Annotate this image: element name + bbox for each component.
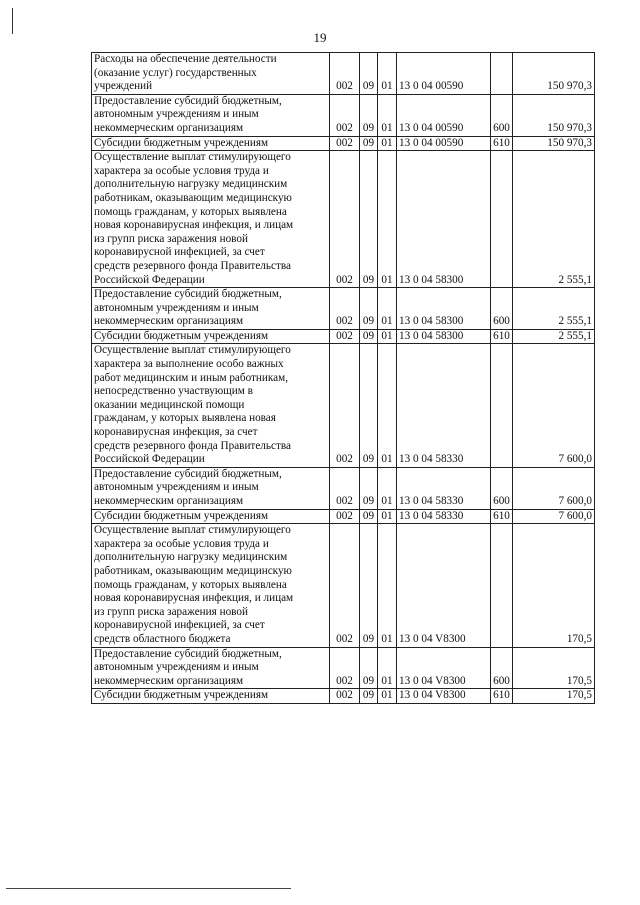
amount-cell: 7 600,0 (513, 509, 595, 524)
subsection-code-cell: 01 (378, 136, 397, 151)
description-line: Предоставление субсидий бюджетным, (94, 94, 282, 107)
admin-code-cell: 002 (330, 689, 360, 704)
expense-description (92, 136, 330, 151)
section-code-cell: 09 (360, 524, 378, 647)
admin-code-cell: 002 (330, 647, 360, 689)
description-line: некоммерческим организациям (94, 674, 244, 687)
table-row (92, 94, 595, 136)
table-row (92, 524, 595, 647)
table-row (92, 647, 595, 689)
description-line: характера за выполнение особо важных (94, 358, 284, 371)
expense-type-cell: 600 (491, 288, 513, 330)
description-line: коронавирусной инфекцией, за счет (94, 619, 265, 632)
description-line: дополнительную нагрузку медицинским (94, 178, 288, 191)
description-line: работникам, оказывающим медицинскую (94, 191, 292, 204)
target-article-cell: 13 0 04 58300 (397, 151, 491, 288)
expense-description (92, 509, 330, 524)
expense-description (92, 467, 330, 509)
table-row (92, 509, 595, 524)
table-row (92, 151, 595, 288)
table-body (92, 53, 595, 704)
description-line: некоммерческим организациям (94, 315, 244, 328)
table-row (92, 329, 595, 344)
expense-type-cell: 600 (491, 94, 513, 136)
description-line: новая коронавирусная инфекция, и лицам (94, 592, 294, 605)
description-line: характера за особые условия труда и (94, 537, 269, 550)
expense-description (92, 647, 330, 689)
amount-cell: 2 555,1 (513, 288, 595, 330)
target-article-cell: 13 0 04 V8300 (397, 689, 491, 704)
target-article-cell: 13 0 04 58330 (397, 509, 491, 524)
description-line: Субсидии бюджетным учреждениям (94, 689, 269, 702)
subsection-code-cell: 01 (378, 509, 397, 524)
section-code-cell: 09 (360, 509, 378, 524)
amount-cell: 2 555,1 (513, 329, 595, 344)
description-line: Субсидии бюджетным учреждениям (94, 136, 269, 149)
description-line: помощь гражданам, у которых выявлена (94, 205, 287, 218)
description-line: Предоставление субсидий бюджетным, (94, 288, 282, 301)
subsection-code-cell: 01 (378, 53, 397, 95)
expense-type-cell (491, 151, 513, 288)
section-code-cell: 09 (360, 288, 378, 330)
target-article-cell: 13 0 04 58330 (397, 467, 491, 509)
description-line: автономным учреждениям и иным (94, 301, 259, 314)
description-line: автономным учреждениям и иным (94, 481, 259, 494)
description-line: новая коронавирусная инфекция, и лицам (94, 219, 294, 232)
page-number: 19 (313, 30, 327, 45)
expense-type-cell: 610 (491, 329, 513, 344)
description-line: дополнительную нагрузку медицинским (94, 551, 288, 564)
bottom-rule (6, 888, 291, 889)
section-code-cell: 09 (360, 151, 378, 288)
description-line: помощь гражданам, у которых выявлена (94, 578, 287, 591)
target-article-cell: 13 0 04 00590 (397, 53, 491, 95)
expense-description (92, 329, 330, 344)
description-line: непосредственно участвующим в (94, 385, 253, 398)
table-row (92, 344, 595, 467)
description-line: Российской Федерации (94, 273, 205, 286)
amount-cell: 7 600,0 (513, 344, 595, 467)
description-line: коронавирусная инфекция, за счет (94, 426, 258, 439)
description-line: автономным учреждениям и иным (94, 108, 259, 121)
expense-description (92, 94, 330, 136)
description-line: учреждений (94, 80, 153, 93)
subsection-code-cell: 01 (378, 689, 397, 704)
subsection-code-cell: 01 (378, 344, 397, 467)
expense-description (92, 689, 330, 704)
description-line: средств резервного фонда Правительства (94, 439, 291, 452)
subsection-code-cell: 01 (378, 524, 397, 647)
description-line: работникам, оказывающим медицинскую (94, 564, 292, 577)
amount-cell: 150 970,3 (513, 53, 595, 95)
subsection-code-cell: 01 (378, 647, 397, 689)
expense-description (92, 151, 330, 288)
amount-cell: 170,5 (513, 689, 595, 704)
section-code-cell: 09 (360, 344, 378, 467)
target-article-cell: 13 0 04 00590 (397, 94, 491, 136)
expense-description (92, 288, 330, 330)
expense-type-cell (491, 53, 513, 95)
admin-code-cell: 002 (330, 288, 360, 330)
description-line: Осуществление выплат стимулирующего (94, 151, 291, 164)
table-row (92, 467, 595, 509)
admin-code-cell: 002 (330, 467, 360, 509)
amount-cell: 170,5 (513, 524, 595, 647)
expense-type-cell: 610 (491, 136, 513, 151)
section-code-cell: 09 (360, 136, 378, 151)
target-article-cell: 13 0 04 V8300 (397, 524, 491, 647)
description-line: Расходы на обеспечение деятельности (94, 53, 277, 65)
admin-code-cell: 002 (330, 136, 360, 151)
description-line: средств резервного фонда Правительства (94, 259, 291, 272)
description-line: гражданам, у которых выявлена новая (94, 412, 276, 425)
amount-cell: 150 970,3 (513, 136, 595, 151)
admin-code-cell: 002 (330, 94, 360, 136)
table-row (92, 689, 595, 704)
admin-code-cell: 002 (330, 53, 360, 95)
section-code-cell: 09 (360, 94, 378, 136)
section-code-cell: 09 (360, 467, 378, 509)
target-article-cell: 13 0 04 00590 (397, 136, 491, 151)
description-line: Субсидии бюджетным учреждениям (94, 509, 269, 522)
subsection-code-cell: 01 (378, 329, 397, 344)
amount-cell: 7 600,0 (513, 467, 595, 509)
section-code-cell: 09 (360, 647, 378, 689)
table-row (92, 53, 595, 95)
description-line: автономным учреждениям и иным (94, 661, 259, 674)
expense-description (92, 53, 330, 95)
expense-type-cell: 610 (491, 509, 513, 524)
description-line: оказании медицинской помощи (94, 398, 245, 411)
section-code-cell: 09 (360, 329, 378, 344)
admin-code-cell: 002 (330, 151, 360, 288)
table-row (92, 136, 595, 151)
subsection-code-cell: 01 (378, 151, 397, 288)
description-line: из групп риска заражения новой (94, 232, 248, 245)
description-line: (оказание услуг) государственных (94, 66, 257, 79)
description-line: характера за особые условия труда и (94, 164, 269, 177)
expense-type-cell (491, 524, 513, 647)
expense-type-cell: 600 (491, 647, 513, 689)
description-line: работ медицинским и иным работникам, (94, 371, 289, 384)
expense-description (92, 344, 330, 467)
expense-type-cell: 610 (491, 689, 513, 704)
admin-code-cell: 002 (330, 509, 360, 524)
table-row (92, 288, 595, 330)
admin-code-cell: 002 (330, 344, 360, 467)
expense-type-cell (491, 344, 513, 467)
description-line: Российской Федерации (94, 453, 205, 466)
budget-table (91, 52, 595, 704)
admin-code-cell: 002 (330, 524, 360, 647)
expense-description (92, 524, 330, 647)
amount-cell: 170,5 (513, 647, 595, 689)
target-article-cell: 13 0 04 58300 (397, 288, 491, 330)
description-line: некоммерческим организациям (94, 121, 244, 134)
description-line: коронавирусной инфекцией, за счет (94, 246, 265, 259)
description-line: Осуществление выплат стимулирующего (94, 344, 291, 357)
description-line: Предоставление субсидий бюджетным, (94, 647, 282, 660)
target-article-cell: 13 0 04 V8300 (397, 647, 491, 689)
section-code-cell: 09 (360, 53, 378, 95)
description-line: некоммерческим организациям (94, 495, 244, 507)
subsection-code-cell: 01 (378, 467, 397, 509)
subsection-code-cell: 01 (378, 288, 397, 330)
description-line: Субсидии бюджетным учреждениям (94, 329, 269, 342)
admin-code-cell: 002 (330, 329, 360, 344)
target-article-cell: 13 0 04 58300 (397, 329, 491, 344)
amount-cell: 150 970,3 (513, 94, 595, 136)
section-code-cell: 09 (360, 689, 378, 704)
amount-cell: 2 555,1 (513, 151, 595, 288)
subsection-code-cell: 01 (378, 94, 397, 136)
description-line: средств областного бюджета (94, 632, 231, 645)
description-line: из групп риска заражения новой (94, 605, 248, 618)
description-line: Предоставление субсидий бюджетным, (94, 467, 282, 480)
description-line: Осуществление выплат стимулирующего (94, 524, 291, 537)
expense-type-cell: 600 (491, 467, 513, 509)
target-article-cell: 13 0 04 58330 (397, 344, 491, 467)
